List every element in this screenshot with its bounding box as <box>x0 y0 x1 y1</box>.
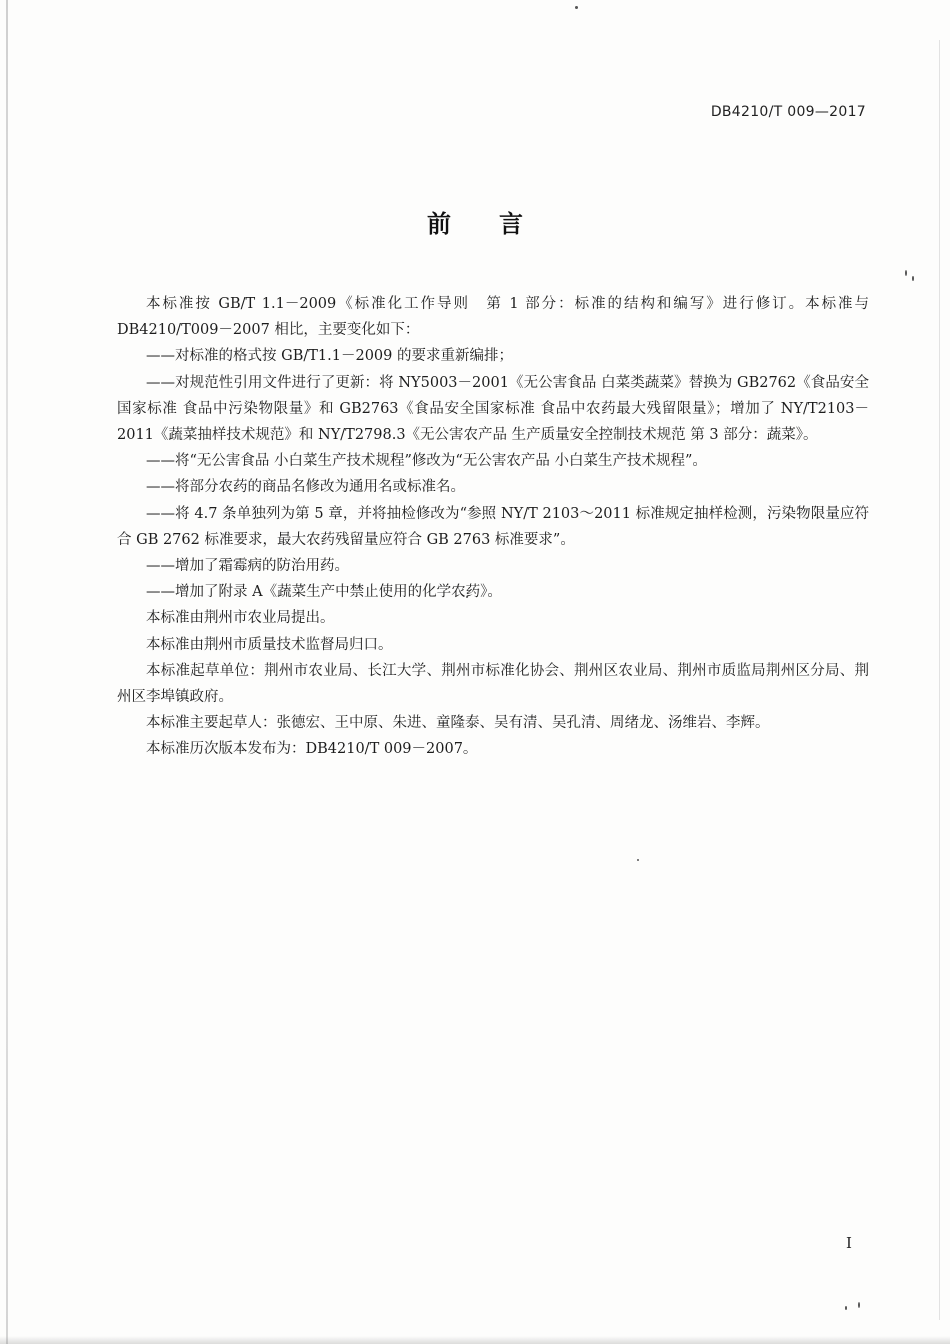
paragraph: 本标准主要起草人：张德宏、王中原、朱进、童隆泰、吴有清、吴孔清、周绪龙、汤维岩、李辉。 <box>146 715 770 732</box>
scan-speck <box>637 859 639 861</box>
change-item: ——增加了附录 A《蔬菜生产中禁止使用的化学农药》。 <box>146 584 502 601</box>
change-item: ——将“无公害食品 小白菜生产技术规程”修改为“无公害农产品 小白菜生产技术规程”。 <box>146 453 707 470</box>
scan-speck <box>858 1302 860 1308</box>
page-number: I <box>846 1234 852 1252</box>
scan-edge-left <box>6 0 8 1344</box>
change-item: ——增加了霜霉病的防治用药。 <box>146 558 349 575</box>
scan-bottom-shadow <box>0 1336 950 1344</box>
scan-speck <box>912 276 914 281</box>
foreword-body <box>117 291 869 763</box>
scan-speck <box>845 1306 847 1310</box>
paragraph: 本标准由荆州市农业局提出。 <box>146 610 335 627</box>
paragraph: 本标准由荆州市质量技术监督局归口。 <box>146 636 393 653</box>
change-item: ——将 4.7 条单独列为第 5 章，并将抽检修改为“参照 NY/T 2103～2011 标准规定抽样检测，污染物限量应符合 GB 2762 标准要求，最大农药残留量应符合 GB 2763 标准要求”。 <box>117 505 869 548</box>
paragraph: 本标准按 GB/T 1.1－2009《标准化工作导则 第 1 部分：标准的结构和编写》进行修订。本标准与 DB4210/T009－2007 相比，主要变化如下： <box>117 296 869 339</box>
change-item: ——对标准的格式按 GB/T1.1－2009 的要求重新编排； <box>146 348 513 365</box>
scan-speck <box>575 6 578 9</box>
document-id: DB4210/T 009—2017 <box>710 104 866 120</box>
change-item: ——将部分农药的商品名修改为通用名或标准名。 <box>146 479 465 496</box>
page-title: 前言 <box>427 210 571 238</box>
paragraph: 本标准起草单位：荆州市农业局、长江大学、荆州市标准化协会、荆州区农业局、荆州市质监局荆州区分局、荆州区李埠镇政府。 <box>117 662 869 706</box>
change-item: ——对规范性引用文件进行了更新：将 NY5003－2001《无公害食品 白菜类蔬菜》替换为 GB2762《食品安全国家标准 食品中污染物限量》和 GB2763《食品安全国家标准 食品中农药最大残留限量》；增加了 NY/T2103－2011《蔬菜抽样技术规范》和 NY/T2798.3《无公害农产品 生产质量安全控制技术规范 第 3 部分：蔬菜》。 <box>117 374 869 444</box>
scan-speck <box>905 270 907 276</box>
paragraph: 本标准历次版本发布为：DB4210/T 009－2007。 <box>146 741 478 758</box>
